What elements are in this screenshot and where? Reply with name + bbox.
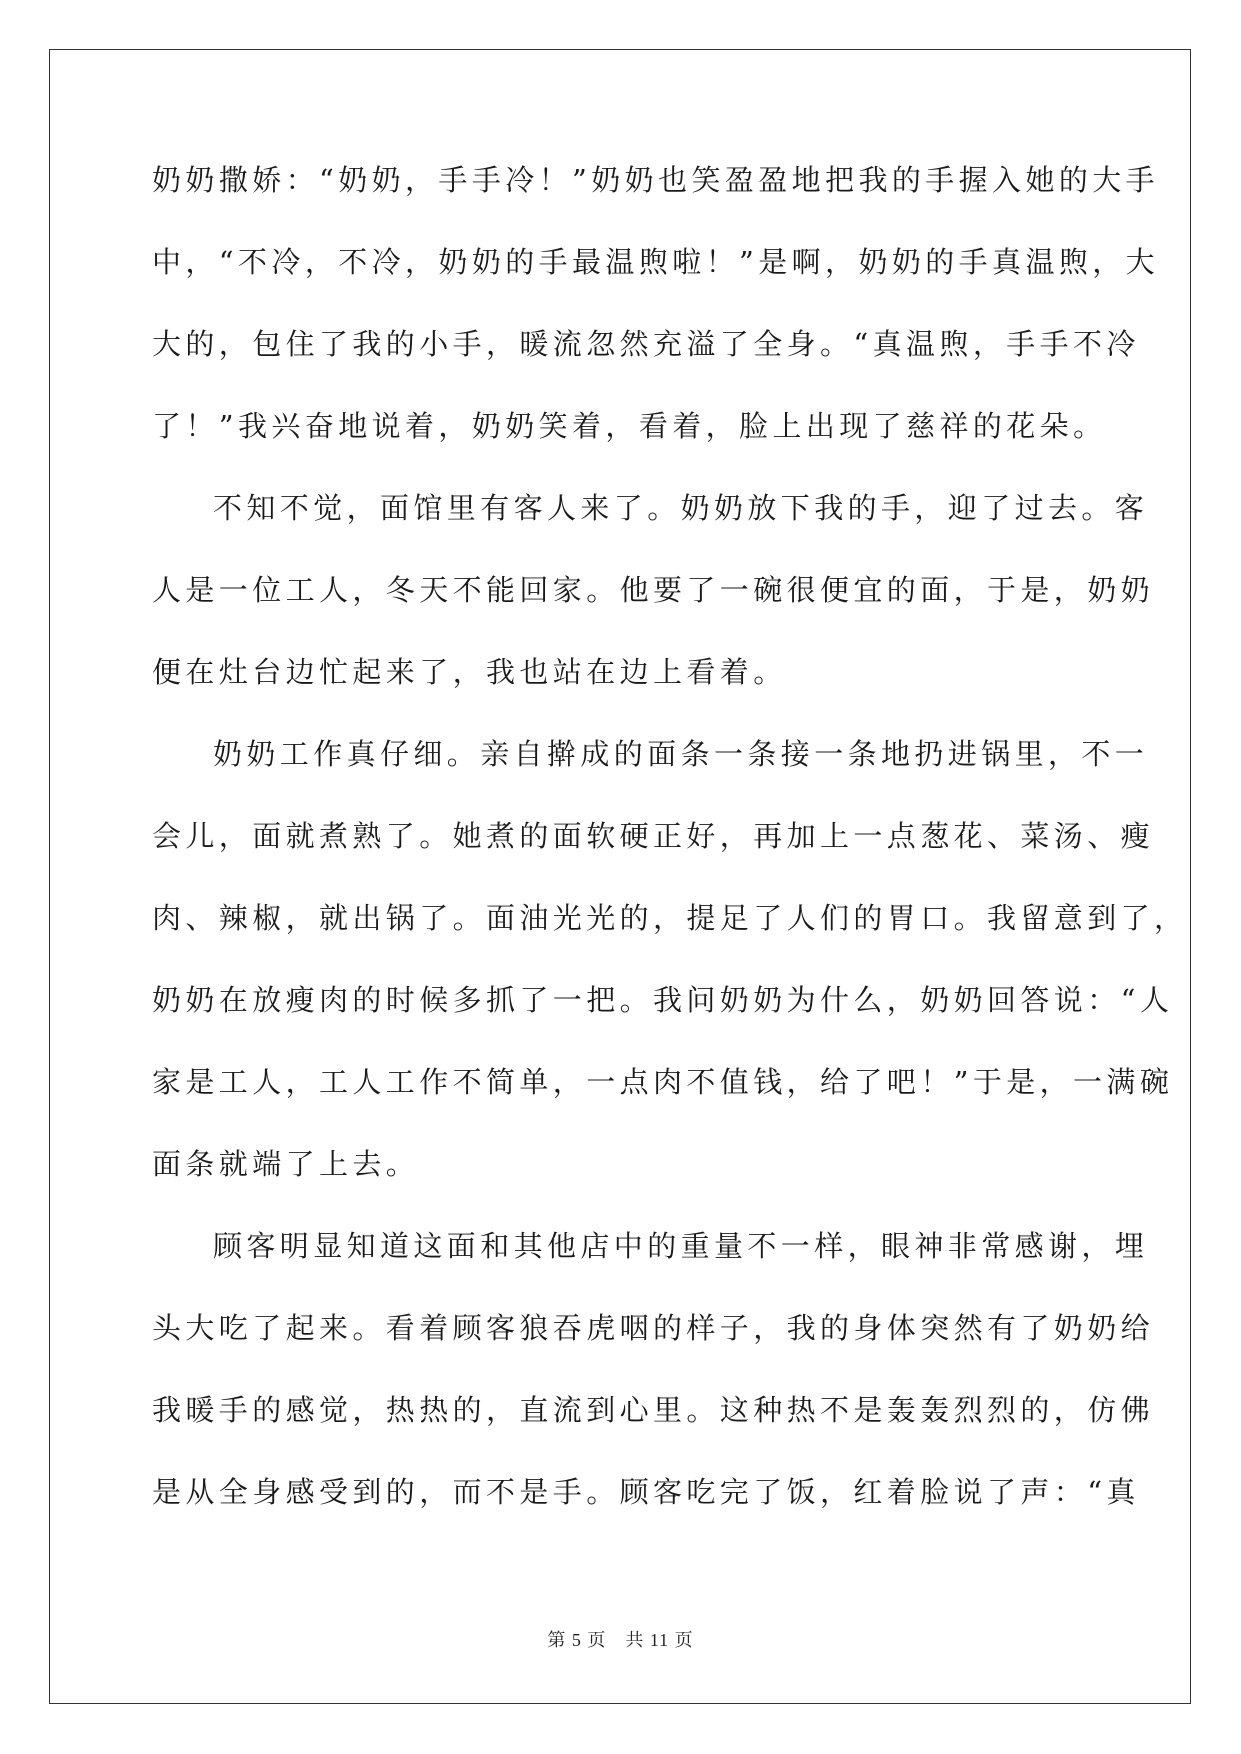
body-text [152,160,1188,1554]
text-line-1: 奶奶撒娇：“奶奶，手手冷！”奶奶也笑盈盈地把我的手握入她的大手 [152,163,1160,197]
text-line-9: 会儿，面就煮熟了。她煮的面软硬正好，再加上一点葱花、菜汤、瘦 [152,819,1155,853]
text-line-17: 是从全身感受到的，而不是手。顾客吃完了饭，红着脸说了声：“真 [152,1475,1140,1509]
text-line-15: 头大吃了起来。看着顾客狼吞虎咽的样子，我的身体突然有了奶奶给 [152,1311,1155,1345]
text-line-10: 肉、辣椒，就出锅了。面油光光的，提足了人们的胃口。我留意到了， [152,901,1188,935]
text-line-4: 了！”我兴奋地说着，奶奶笑着，看着，脸上出现了慈祥的花朵。 [152,409,1107,443]
text-line-13: 面条就端了上去。 [152,1147,420,1181]
text-line-16: 我暖手的感觉，热热的，直流到心里。这种热不是轰轰烈烈的，仿佛 [152,1393,1155,1427]
text-line-8: 奶奶工作真仔细。亲自擀成的面条一条接一条地扔进锅里，不一 [213,737,1149,771]
text-line-14: 顾客明显知道这面和其他店中的重量不一样，眼神非常感谢，埋 [213,1229,1149,1263]
text-line-2: 中，“不冷，不冷，奶奶的手最温煦啦！”是啊，奶奶的手真温煦，大 [152,245,1160,279]
text-line-11: 奶奶在放瘦肉的时候多抓了一把。我问奶奶为什么，奶奶回答说：“人 [152,983,1174,1017]
page-number-footer: 第 5 页 共 11 页 [547,1630,694,1650]
text-line-7: 便在灶台边忙起来了，我也站在边上看着。 [152,655,787,689]
text-line-5: 不知不觉，面馆里有客人来了。奶奶放下我的手，迎了过去。客 [213,491,1149,525]
text-line-12: 家是工人，工人工作不简单，一点肉不值钱，给了吧！”于是，一满碗 [152,1065,1174,1099]
text-line-3: 大的，包住了我的小手，暖流忽然充溢了全身。“真温煦，手手不冷 [152,327,1140,361]
text-line-6: 人是一位工人，冬天不能回家。他要了一碗很便宜的面，于是，奶奶 [152,573,1155,607]
